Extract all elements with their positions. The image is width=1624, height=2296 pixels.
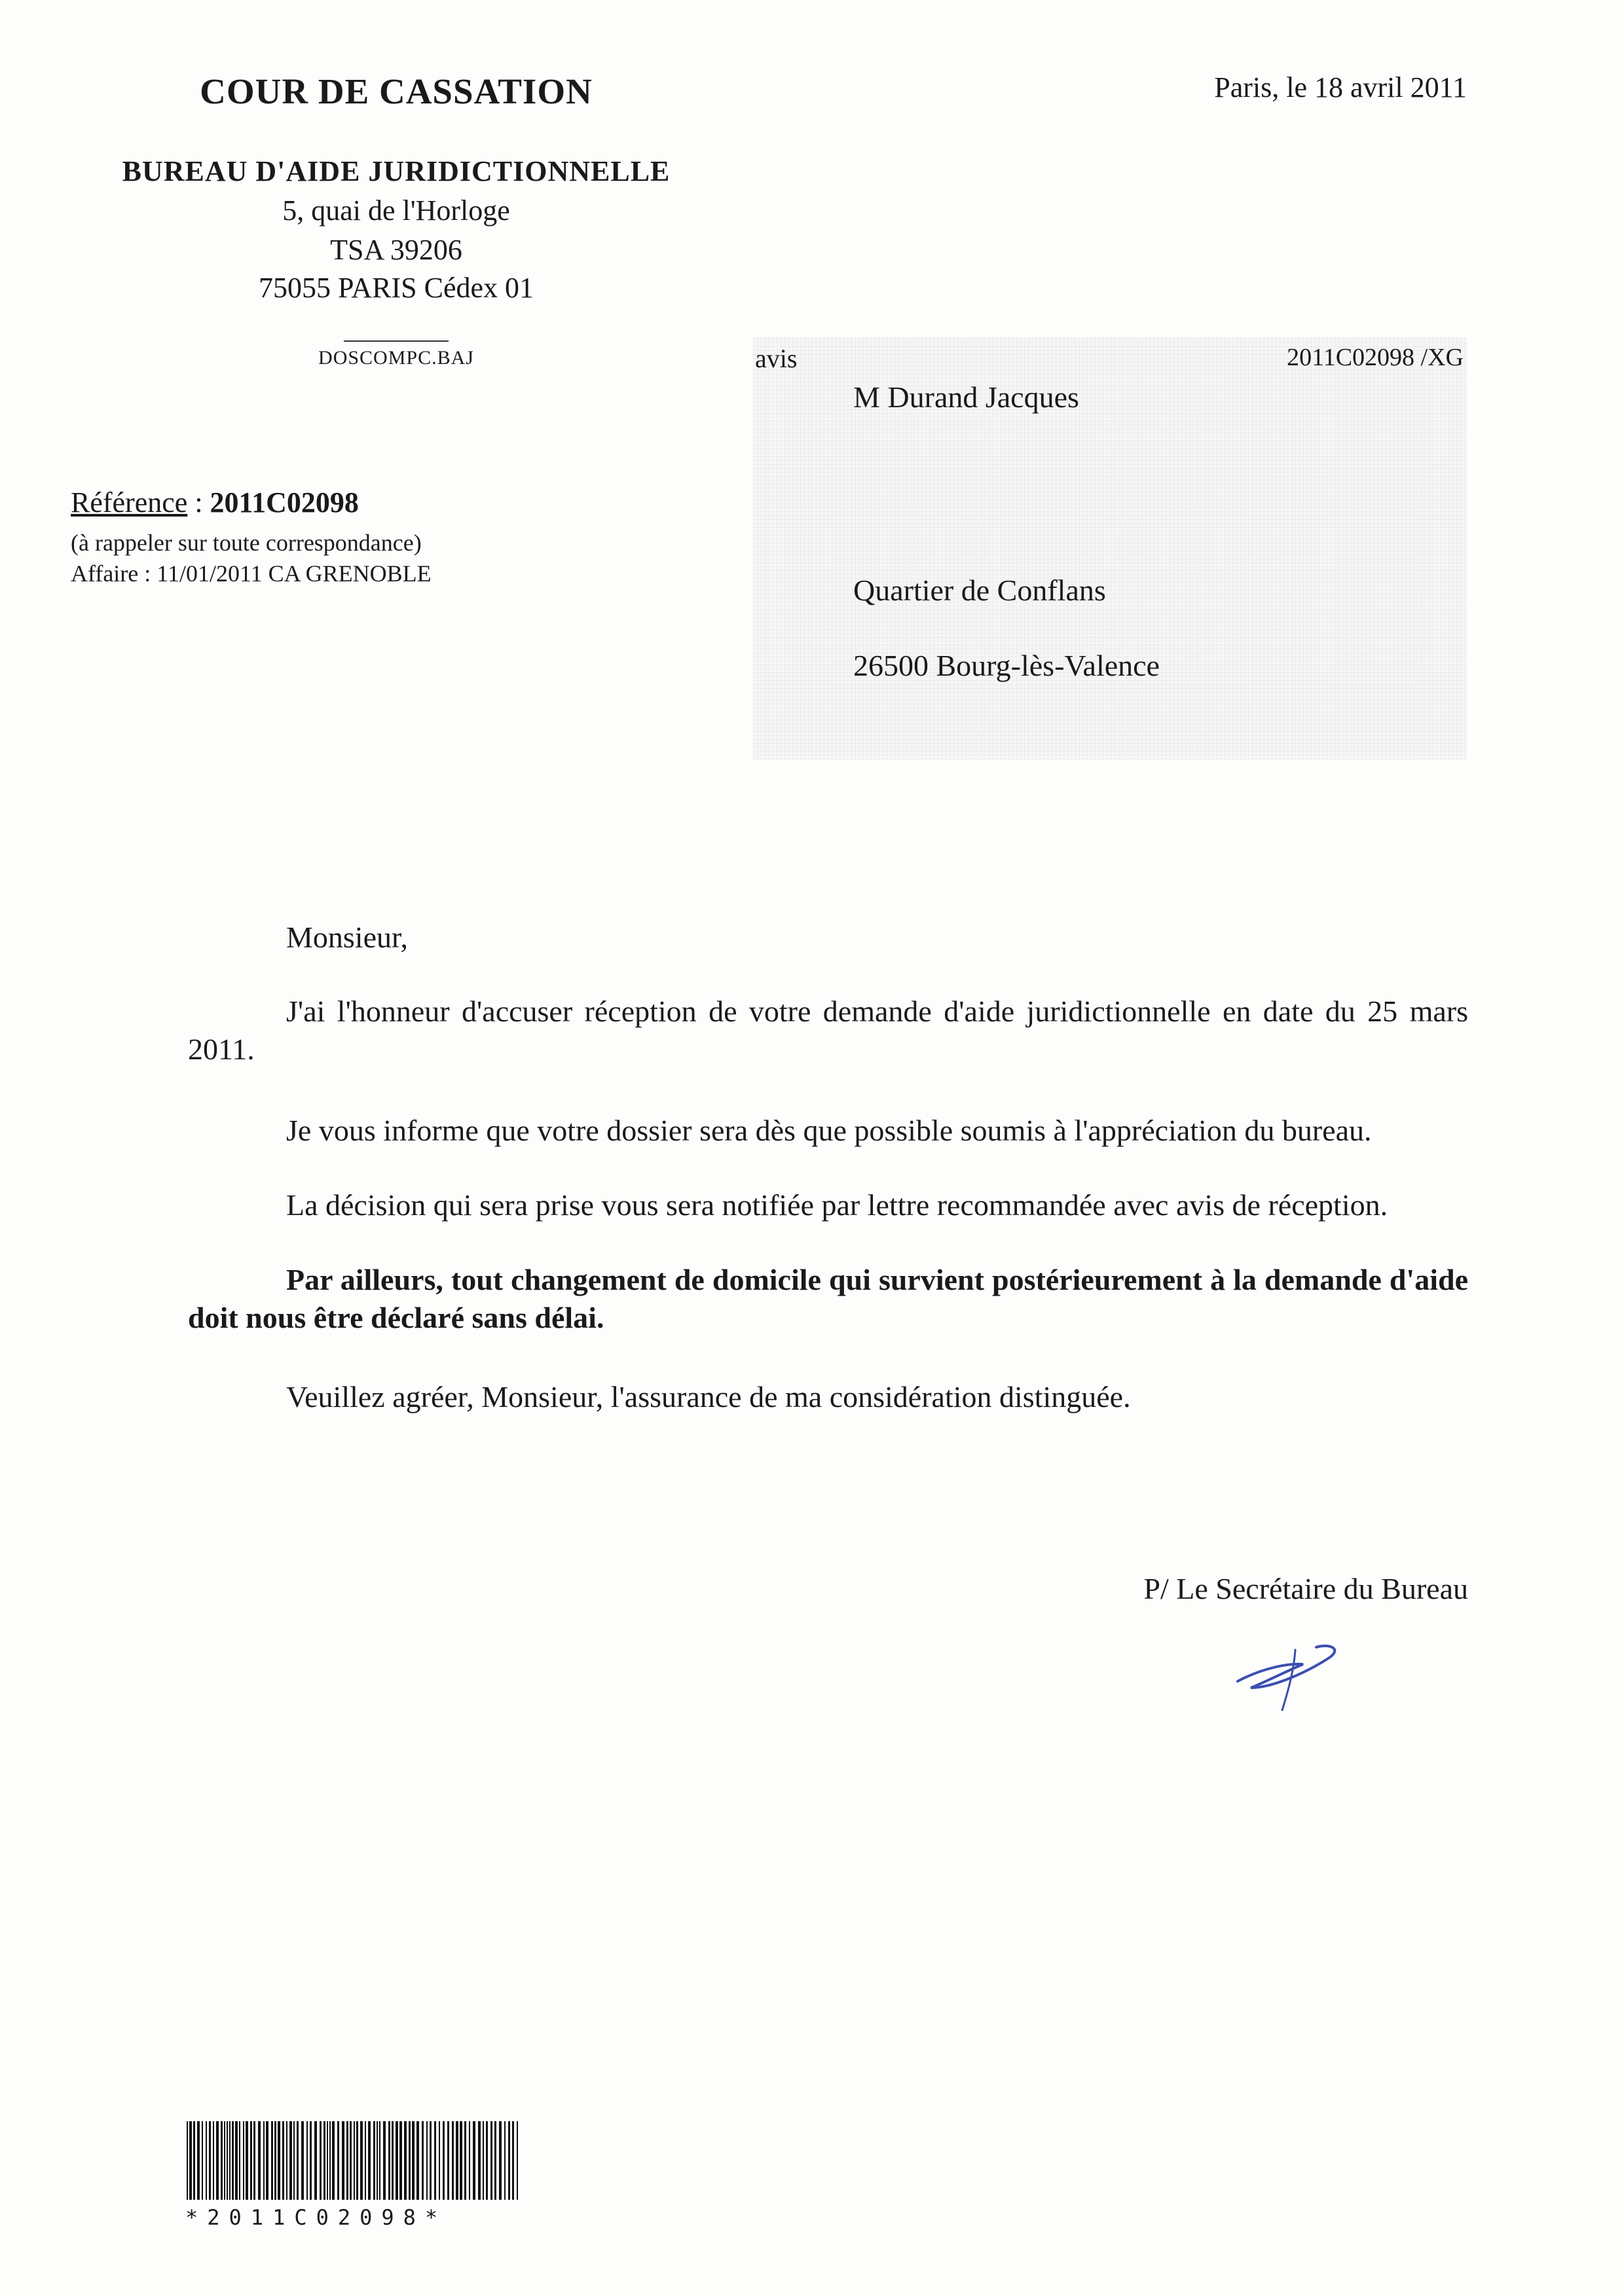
recipient-city: 26500 Bourg-lès-Valence	[853, 649, 1160, 682]
barcode-text: *2011C02098*	[185, 2205, 447, 2230]
barcode-bar	[350, 2121, 352, 2200]
barcode-bar	[289, 2121, 292, 2200]
barcode-bar	[373, 2121, 375, 2200]
barcode-bar	[356, 2121, 358, 2200]
barcode-bar	[327, 2121, 328, 2200]
barcode-bar	[346, 2121, 348, 2200]
recipient-name: M Durand Jacques	[853, 380, 1079, 414]
barcode-bar	[404, 2121, 407, 2200]
barcode-bar	[443, 2121, 445, 2200]
signatory: P/ Le Secrétaire du Bureau	[1143, 1572, 1468, 1605]
barcode-bar	[504, 2121, 506, 2200]
barcode-bar	[456, 2121, 458, 2200]
barcode-bar	[490, 2121, 492, 2200]
paragraph-decision: La décision qui sera prise vous sera notifiée par lettre recommandée avec avis de réception.	[286, 1188, 1388, 1222]
window-tag: avis	[755, 344, 798, 373]
barcode-bar	[314, 2121, 317, 2200]
barcode-bar	[229, 2121, 231, 2200]
barcode-bar	[224, 2121, 225, 2200]
barcode-bar	[320, 2121, 322, 2200]
barcode-bar	[213, 2121, 214, 2200]
barcode-bar	[392, 2121, 394, 2200]
barcode-bar	[278, 2121, 280, 2200]
barcode-bar	[266, 2121, 268, 2200]
barcode-bar	[464, 2121, 466, 2200]
bureau-name: BUREAU D'AIDE JURIDICTIONNELLE	[122, 155, 671, 187]
barcode-bar	[239, 2121, 240, 2200]
barcode-bar	[206, 2121, 207, 2200]
barcode-bar	[187, 2121, 188, 2200]
barcode-bar	[243, 2121, 244, 2200]
reference-value: 2011C02098	[210, 486, 359, 519]
barcode-bar	[486, 2121, 488, 2200]
sender-address-line-3: 75055 PARIS Cédex 01	[258, 272, 534, 304]
barcode-icon	[185, 2121, 523, 2200]
signature-icon	[1231, 1624, 1349, 1715]
barcode-bar	[271, 2121, 273, 2200]
barcode-bar	[434, 2121, 436, 2200]
barcode-bar	[473, 2121, 475, 2200]
barcode-bar	[282, 2121, 284, 2200]
barcode-bar	[250, 2121, 252, 2200]
closing-formula: Veuillez agréer, Monsieur, l'assurance de ma considération distinguée.	[286, 1380, 1131, 1413]
paragraph-change-of-address	[188, 1261, 1468, 1337]
service-code-overline	[344, 340, 449, 342]
barcode-bar	[512, 2121, 514, 2200]
barcode-bar	[412, 2121, 415, 2200]
barcode-bar	[301, 2121, 304, 2200]
barcode-bar	[422, 2121, 424, 2200]
barcode-bar	[452, 2121, 454, 2200]
paragraph-acknowledgement-text: J'ai l'honneur d'accuser réception de votre demande d'aide juridictionnelle en date du 25 mars 2011.	[188, 994, 1468, 1066]
barcode-bar	[221, 2121, 223, 2200]
barcode-bar	[460, 2121, 462, 2200]
barcode-bar	[416, 2121, 419, 2200]
barcode-bar	[399, 2121, 402, 2200]
barcode-bar	[332, 2121, 335, 2200]
barcode-bar	[263, 2121, 265, 2200]
service-code: DOSCOMPC.BAJ	[318, 347, 474, 369]
barcode-bar	[337, 2121, 339, 2200]
reference-line	[71, 486, 359, 519]
barcode-bar	[494, 2121, 496, 2200]
reference-separator: :	[187, 486, 210, 519]
barcode-bar	[354, 2121, 355, 2200]
barcode-bar	[253, 2121, 255, 2200]
barcode-bar	[306, 2121, 308, 2200]
sender-address-line-2: TSA 39206	[330, 234, 462, 266]
barcode-bar	[379, 2121, 380, 2200]
paragraph-change-of-address-text: Par ailleurs, tout changement de domicile qui survient postérieurement à la demande d'aide doit nous être déclaré sans délai.	[188, 1263, 1468, 1334]
barcode-bar	[469, 2121, 470, 2200]
barcode-bar	[388, 2121, 390, 2200]
barcode-bar	[426, 2121, 428, 2200]
barcode-bar	[517, 2121, 518, 2200]
reference-label: Référence	[71, 486, 188, 519]
barcode-bar	[235, 2121, 238, 2200]
barcode-bar	[396, 2121, 398, 2200]
barcode-bar	[232, 2121, 234, 2200]
barcode-bar	[274, 2121, 276, 2200]
window-number: 2011C02098 /XG	[1287, 344, 1464, 371]
barcode-bar	[478, 2121, 481, 2200]
barcode-bar	[329, 2121, 331, 2200]
barcode-bar	[209, 2121, 211, 2200]
barcode-bar	[499, 2121, 502, 2200]
barcode-bar	[439, 2121, 440, 2200]
barcode-bar	[193, 2121, 195, 2200]
barcode-bar	[365, 2121, 366, 2200]
sender-address-line-1: 5, quai de l'Horloge	[282, 194, 510, 227]
salutation: Monsieur,	[286, 920, 408, 954]
barcode-bar	[258, 2121, 261, 2200]
reference-affair: Affaire : 11/01/2011 CA GRENOBLE	[71, 560, 432, 587]
barcode-bar	[286, 2121, 287, 2200]
barcode-bar	[342, 2121, 344, 2200]
barcode-bar	[323, 2121, 325, 2200]
paragraph-information: Je vous informe que votre dossier sera dès que possible soumis à l'appréciation du bureau.	[286, 1114, 1372, 1147]
barcode-bar	[447, 2121, 449, 2200]
barcode-bar	[409, 2121, 411, 2200]
barcode-bar	[216, 2121, 219, 2200]
barcode-bar	[368, 2121, 371, 2200]
barcode-bar	[383, 2121, 386, 2200]
court-name: COUR DE CASSATION	[200, 71, 593, 111]
barcode-bar	[508, 2121, 510, 2200]
recipient-street: Quartier de Conflans	[853, 574, 1106, 607]
barcode-bar	[377, 2121, 378, 2200]
barcode-bar	[293, 2121, 295, 2200]
barcode-bar	[189, 2121, 192, 2200]
paragraph-acknowledgement	[188, 993, 1468, 1068]
barcode-bar	[430, 2121, 432, 2200]
barcode-bar	[246, 2121, 248, 2200]
barcode-bar	[197, 2121, 200, 2200]
barcode-bar	[310, 2121, 312, 2200]
barcode-bar	[297, 2121, 299, 2200]
barcode-bar	[202, 2121, 203, 2200]
barcode-bar	[360, 2121, 363, 2200]
barcode-bar	[483, 2121, 484, 2200]
barcode-bar	[227, 2121, 228, 2200]
reference-note: (à rappeler sur toute correspondance)	[71, 530, 422, 556]
letter-date: Paris, le 18 avril 2011	[1214, 71, 1467, 103]
